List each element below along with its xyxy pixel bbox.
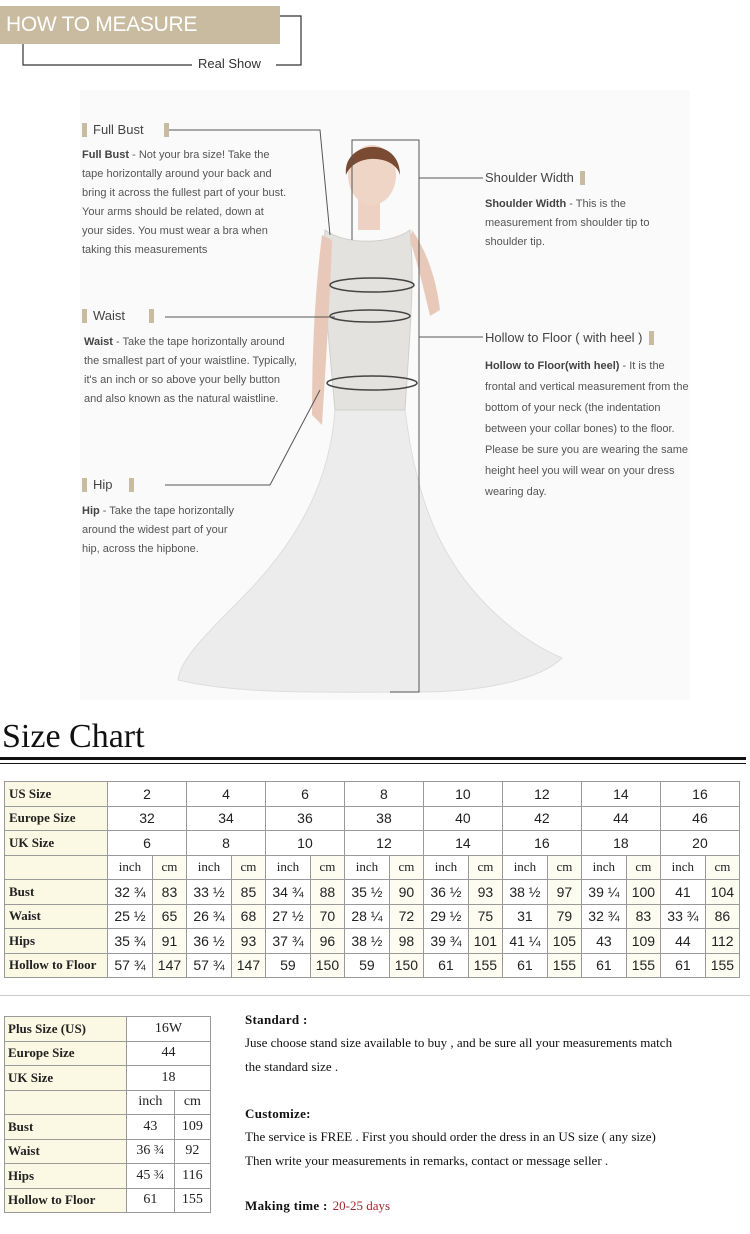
table-cell: 4 (186, 782, 265, 807)
table-cell: 93 (231, 929, 265, 954)
table-cell: 10 (265, 831, 344, 856)
table-cell: 85 (231, 880, 265, 905)
table-cell: 155 (705, 953, 739, 978)
unit-cm: cm (705, 855, 739, 880)
unit-inch: inch (127, 1090, 175, 1115)
table-cell: 45 ¾ (127, 1164, 175, 1189)
table-cell: 35 ½ (344, 880, 389, 905)
table-cell: 92 (174, 1139, 210, 1164)
table-cell: 31 (502, 904, 547, 929)
table-row (5, 1090, 211, 1115)
unit-inch: inch (265, 855, 310, 880)
table-cell: 14 (581, 782, 660, 807)
table-cell: 100 (626, 880, 660, 905)
table-cell: 29 ½ (423, 904, 468, 929)
full-bust-label: Full Bust (82, 122, 169, 137)
table-cell: 32 ¾ (581, 904, 626, 929)
standard-heading: Standard : (245, 1012, 308, 1027)
row-label: UK Size (5, 831, 108, 856)
unit-inch: inch (423, 855, 468, 880)
table-cell: 33 ¾ (660, 904, 705, 929)
table-cell: 155 (174, 1188, 210, 1213)
unit-cm: cm (310, 855, 344, 880)
table-row (5, 831, 740, 856)
table-cell: 61 (660, 953, 705, 978)
waist-label: Waist (82, 308, 154, 323)
customize-heading: Customize: (245, 1106, 311, 1121)
table-cell: 10 (423, 782, 502, 807)
table-cell: 36 ¾ (127, 1139, 175, 1164)
hollow-to-floor-description: Hollow to Floor(with heel) - It is the frontal and vertical measurement from the bottom of your neck (the indentation between your collar bones) to the floor. Please be sure you are wearing the same height heel you will wear on your dress wearing day. (485, 360, 689, 498)
shoulder-width-label: Shoulder Width (485, 170, 585, 185)
unit-inch: inch (344, 855, 389, 880)
table-cell: 36 (265, 806, 344, 831)
unit-inch: inch (581, 855, 626, 880)
table-cell: 35 ¾ (108, 929, 153, 954)
table-row (5, 1041, 211, 1066)
table-cell: 2 (108, 782, 187, 807)
table-row (5, 880, 740, 905)
table-cell: 101 (468, 929, 502, 954)
table-row (5, 855, 740, 880)
table-cell: 43 (581, 929, 626, 954)
table-cell: 97 (547, 880, 581, 905)
table-cell: 40 (423, 806, 502, 831)
table-cell: 68 (231, 904, 265, 929)
divider (0, 763, 746, 764)
table-cell: 34 (186, 806, 265, 831)
standard-line-1: Juse choose stand size available to buy , and be sure all your measurements match (245, 1035, 673, 1050)
hip-label: Hip (82, 477, 134, 492)
table-cell: 28 ¼ (344, 904, 389, 929)
table-cell: 93 (468, 880, 502, 905)
row-label: Hollow to Floor (5, 953, 108, 978)
table-cell: 27 ½ (265, 904, 310, 929)
customize-line-2: Then write your measurements in remarks, contact or message seller . (245, 1153, 609, 1168)
making-time-heading: Making time : (245, 1198, 328, 1213)
table-cell: 112 (705, 929, 739, 954)
table-cell: 26 ¾ (186, 904, 231, 929)
row-label: Bust (5, 880, 108, 905)
table-cell: 155 (547, 953, 581, 978)
table-cell: 57 ¾ (108, 953, 153, 978)
unit-cm: cm (152, 855, 186, 880)
table-cell: 75 (468, 904, 502, 929)
header-title: HOW TO MEASURE YOURSELF (0, 6, 280, 44)
table-cell: 109 (626, 929, 660, 954)
table-cell: 90 (389, 880, 423, 905)
row-label: Waist (5, 1139, 127, 1164)
table-cell: 86 (705, 904, 739, 929)
table-cell: 79 (547, 904, 581, 929)
plus-size-table (4, 1016, 211, 1213)
table-cell: 18 (581, 831, 660, 856)
table-cell: 32 (108, 806, 187, 831)
divider (0, 757, 746, 760)
row-label (5, 855, 108, 880)
full-bust-description: Full Bust - Not your bra size! Take the tape horizontally around your back and bring it across the fullest part of your bust. Your arms should be related, down at your sides. You must wear a bra when taking this measurements (82, 149, 287, 256)
row-label: Europe Size (5, 806, 108, 831)
table-cell: 59 (265, 953, 310, 978)
table-cell: 41 ¼ (502, 929, 547, 954)
table-cell: 155 (468, 953, 502, 978)
table-cell: 39 ¼ (581, 880, 626, 905)
table-cell: 38 ½ (502, 880, 547, 905)
shoulder-width-description: Shoulder Width - This is the measurement from shoulder tip to shoulder tip. (485, 198, 650, 248)
unit-cm: cm (547, 855, 581, 880)
table-cell: 16 (502, 831, 581, 856)
table-cell: 14 (423, 831, 502, 856)
standard-line-2: the standard size . (245, 1059, 339, 1074)
table-row (5, 929, 740, 954)
size-chart-table (4, 781, 740, 978)
table-cell: 61 (581, 953, 626, 978)
table-cell: 96 (310, 929, 344, 954)
waist-description: Waist - Take the tape horizontally around the smallest part of your waistline. Typically, it's an inch or so above your belly button and also known as the natural waistline. (84, 336, 297, 405)
table-row (5, 806, 740, 831)
unit-inch: inch (108, 855, 153, 880)
table-cell: 70 (310, 904, 344, 929)
table-cell: 34 ¾ (265, 880, 310, 905)
table-cell: 83 (626, 904, 660, 929)
table-cell: 20 (660, 831, 739, 856)
row-label: Hips (5, 1164, 127, 1189)
unit-cm: cm (626, 855, 660, 880)
table-cell: 36 ½ (186, 929, 231, 954)
table-cell: 12 (502, 782, 581, 807)
table-cell: 37 ¾ (265, 929, 310, 954)
table-cell: 44 (127, 1041, 211, 1066)
table-cell: 88 (310, 880, 344, 905)
row-label: Waist (5, 904, 108, 929)
table-cell: 12 (344, 831, 423, 856)
table-cell: 61 (127, 1188, 175, 1213)
table-cell: 65 (152, 904, 186, 929)
row-label: UK Size (5, 1066, 127, 1091)
table-cell: 59 (344, 953, 389, 978)
row-label: Plus Size (US) (5, 1017, 127, 1042)
divider (0, 995, 750, 996)
table-cell: 147 (231, 953, 265, 978)
table-cell: 83 (152, 880, 186, 905)
table-row (5, 904, 740, 929)
table-cell: 8 (186, 831, 265, 856)
making-time (245, 1198, 390, 1214)
table-row (5, 1017, 211, 1042)
table-cell: 91 (152, 929, 186, 954)
table-cell: 72 (389, 904, 423, 929)
row-label: US Size (5, 782, 108, 807)
table-cell: 150 (389, 953, 423, 978)
unit-inch: inch (186, 855, 231, 880)
table-cell: 147 (152, 953, 186, 978)
table-cell: 57 ¾ (186, 953, 231, 978)
table-row (5, 1139, 211, 1164)
row-label (5, 1090, 127, 1115)
table-cell: 39 ¾ (423, 929, 468, 954)
table-cell: 116 (174, 1164, 210, 1189)
table-row (5, 782, 740, 807)
table-cell: 33 ½ (186, 880, 231, 905)
row-label: Europe Size (5, 1041, 127, 1066)
table-cell: 155 (626, 953, 660, 978)
table-cell: 38 ½ (344, 929, 389, 954)
table-cell: 150 (310, 953, 344, 978)
header-subtitle: Real Show (198, 56, 261, 71)
table-cell: 16W (127, 1017, 211, 1042)
table-cell: 32 ¾ (108, 880, 153, 905)
making-time-value: 20-25 days (332, 1198, 391, 1213)
unit-cm: cm (231, 855, 265, 880)
table-cell: 18 (127, 1066, 211, 1091)
unit-cm: cm (468, 855, 502, 880)
table-cell: 16 (660, 782, 739, 807)
table-cell: 44 (660, 929, 705, 954)
table-cell: 8 (344, 782, 423, 807)
row-label: Hollow to Floor (5, 1188, 127, 1213)
table-row (5, 953, 740, 978)
row-label: Hips (5, 929, 108, 954)
table-cell: 42 (502, 806, 581, 831)
table-cell: 104 (705, 880, 739, 905)
table-cell: 36 ½ (423, 880, 468, 905)
unit-cm: cm (174, 1090, 210, 1115)
table-cell: 105 (547, 929, 581, 954)
table-cell: 6 (108, 831, 187, 856)
size-chart-title: Size Chart (2, 718, 145, 755)
table-cell: 61 (423, 953, 468, 978)
table-cell: 38 (344, 806, 423, 831)
table-cell: 109 (174, 1115, 210, 1140)
unit-cm: cm (389, 855, 423, 880)
table-row (5, 1164, 211, 1189)
unit-inch: inch (502, 855, 547, 880)
hollow-to-floor-label: Hollow to Floor ( with heel ) (485, 330, 654, 345)
row-label: Bust (5, 1115, 127, 1140)
table-row (5, 1066, 211, 1091)
table-cell: 98 (389, 929, 423, 954)
unit-inch: inch (660, 855, 705, 880)
table-row (5, 1188, 211, 1213)
table-row (5, 1115, 211, 1140)
customize-line-1: The service is FREE . First you should order the dress in an US size ( any size) (245, 1129, 656, 1144)
table-cell: 41 (660, 880, 705, 905)
header-bracket (0, 0, 310, 75)
table-cell: 43 (127, 1115, 175, 1140)
table-cell: 25 ½ (108, 904, 153, 929)
hip-description: Hip - Take the tape horizontally around the widest part of your hip, across the hipbone. (82, 505, 235, 555)
table-cell: 6 (265, 782, 344, 807)
table-cell: 44 (581, 806, 660, 831)
table-cell: 46 (660, 806, 739, 831)
table-cell: 61 (502, 953, 547, 978)
